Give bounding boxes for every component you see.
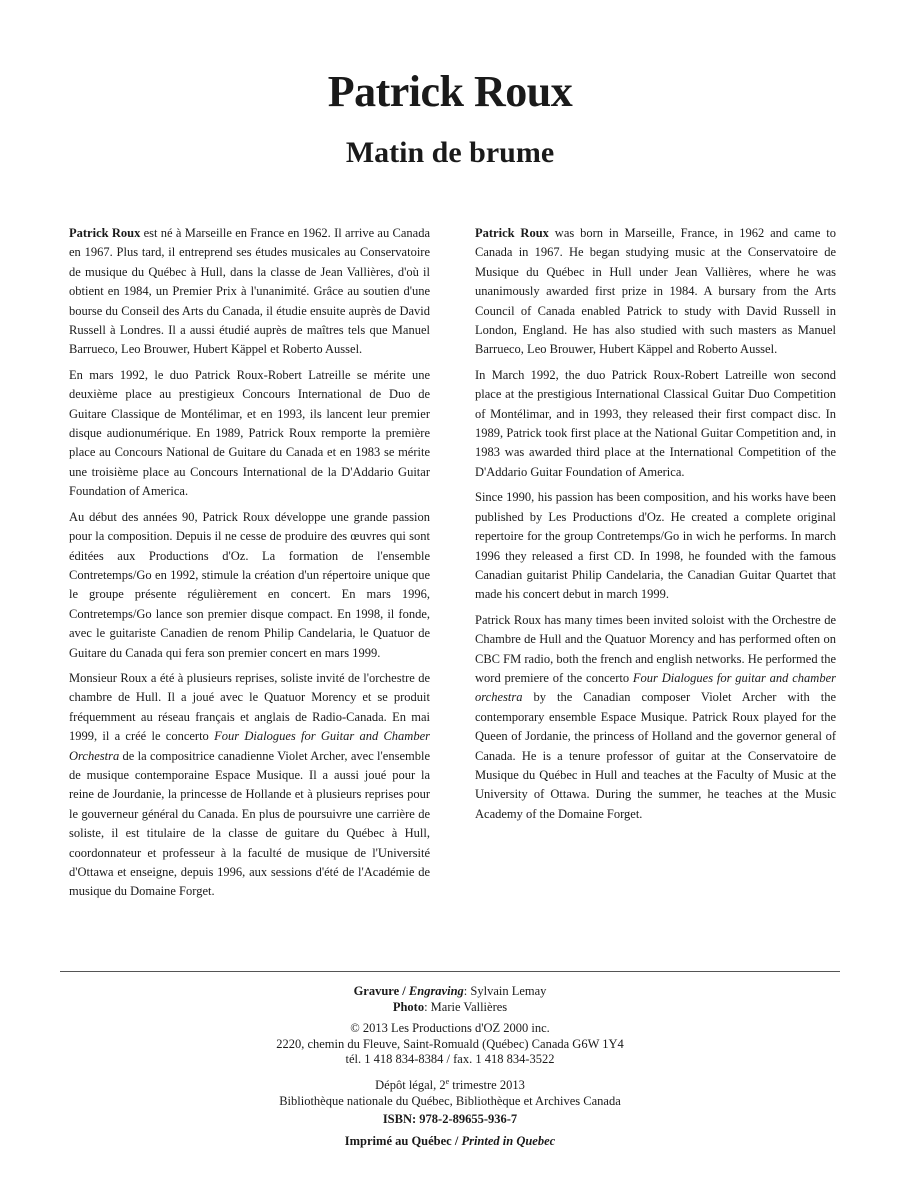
page-subtitle: Matin de brume [345,136,555,169]
engraving-value: : Sylvain Lemay [463,984,547,998]
french-paragraph-1-text: est né à Marseille en France en 1962. Il arrive au Canada en 1967. Plus tard, il entreprend ses études musicales au Conservatoire de musique du Québec à Hull, dans la classe de Jean Vallières, d'où il obtient en 1984, un Premier Prix à l'unanimité. Grâce au soutien d'une bourse du Conseil des Arts du Canada, il étudie ensuite auprès de David Russell à Londres. Il a aussi étudié auprès de maîtres tels que Manuel Barrueco, Leo Brouwer, Hubert Käppel et Roberto Aussel. [69,226,430,357]
english-paragraph-1 [475,224,836,360]
english-paragraph-2: In March 1992, the duo Patrick Roux-Robert Latreille won second place at the prestigious International Classical Guitar Duo Competition of Montélimar, and in 1993, they released their first compact disc. In 1989, Patrick took first place at the National Guitar Competition and, in 1983 was awarded third place at the International Competition of the D'Addario Guitar Foundation of America. [475,367,836,479]
french-paragraph-4-text-a: Monsieur Roux a été à plusieurs reprises, soliste invité de l'orchestre de chambre de Hull. Il a joué avec le Quatuor Morency et se produit fréquemment au réseau français et anglais de Radio-Canada. En mai 1999, il a créé le concerto [69,670,430,744]
english-paragraph-1-text: was born in Marseille, France, in 1962 and came to Canada in 1967. He began studying music at the Conservatoire de Musique du Québec in Hull under Jean Vallières, where he was unanimously awarded first prize in 1984. A bursary from the Arts Council of Canada enabled Patrick to study with David Russell in London, England. He has also studied with such masters as Manuel Barrueco, Leo Brouwer, Hubert Käppel and Roberto Aussel. [475,226,836,357]
library-deposit: Bibliothèque nationale du Québec, Bibliothèque et Archives Canada [279,1093,621,1108]
printed-fr: Imprimé au Québec [344,1133,452,1148]
engraving-label-fr: Gravure [353,984,400,998]
photo-label: Photo [392,999,425,1014]
concerto-title: Four Dialogues for Guitar and Chamber Orchestra [69,729,430,763]
publisher-phone: tél. 1 418 834-8384 / fax. 1 418 834-3522 [345,1052,555,1067]
french-paragraph-4 [69,669,430,902]
french-paragraph-3: Au début des années 90, Patrick Roux développe une grande passion pour la composition. Depuis il ne cesse de produire des œuvres qui sont éditées aux Productions d'Oz. La formation de l'ensemble Contretemps/Go en 1992, stimule la création d'un répertoire unique que le groupe présente régulièrement en concert. En mars 1996, Contretemps/Go lance son premier disque compact. En 1998, il fonde, avec le guitariste Canadien de renom Philip Candelaria, le Quatuor de Guitare du Canada qui fera son premier concert en mars 1999. [69,509,430,660]
colophon [0,984,900,1150]
publisher-address: 2220, chemin du Fleuve, Saint-Romuald (Québec) Canada G6W 1Y4 [276,1036,624,1051]
english-paragraph-4-text-a: Patrick Roux has many times been invited soloist with the Orchestre de Chambre de Hull and the Quatuor Morency and has performed often on CBC FM radio, both the french and english networks. He performed the word premiere of the concerto [475,612,836,685]
english-biography-column [475,224,836,830]
page-title: Patrick Roux [327,67,573,116]
printed-en: Printed in Quebec [461,1133,556,1148]
concerto-title: Four Dialogues for guitar and chamber orchestra [475,670,836,705]
engraving-label-en: Engraving [408,984,464,998]
legal-deposit: Dépôt légal, 2e trimestre 2013 [375,1076,525,1093]
composer-name: Patrick Roux [475,226,549,240]
english-paragraph-3: Since 1990, his passion has been composition, and his works have been published by Les Productions d'Oz. He created a complete original repertoire for the group Contretemps/Go in wich he performs. In march 1996 they released a first CD. In 1998, he founded with the famous Canadian guitarist Philip Candelaria, the Canadian Guitar Quartet that made his concert debut in march 1999. [475,490,836,602]
english-paragraph-4-text-b: by the Canadian composer Violet Archer with the contemporary ensemble Espace Musique. Patrick Roux played for the Queen of Jordanie, the princess of Holland and the governor general of Canada. He is a tenure professor of guitar at the Conservatoire de Musique du Québec in Hull and teaches at the Faculty of Music at the University of Ottawa. During the summer, he teaches at the Music Academy of the Domaine Forget. [475,690,836,821]
photo-value: : Marie Vallières [424,999,508,1014]
french-paragraph-4-text-b: de la compositrice canadienne Violet Archer, avec l'ensemble de musique contemporaine Espace Musique. Il a aussi joué pour la reine de Jourdanie, la princesse de Hollande et à plusieurs reprises pour le gouverneur général du Canada. En plus de poursuivre une carrière de soliste, il est titulaire de la classe de guitare du Québec à Hull, coordonnateur et professeur à la faculté de musique de l'Université d'Ottawa et enseigne, depuis 1996, aux sessions d'été de l'Académie de musique du Domaine Forget. [69,748,430,899]
french-biography-column [69,224,430,908]
isbn: ISBN: 978-2-89655-936-7 [382,1112,518,1127]
composer-name: Patrick Roux [69,226,141,240]
photo-credit [0,1000,900,1016]
engraving-separator: / [399,984,409,998]
printed-separator: / [451,1133,462,1148]
engraving-credit [0,984,900,1000]
copyright: © 2013 Les Productions d'OZ 2000 inc. [350,1021,550,1036]
printed-in [0,1134,900,1150]
french-paragraph-1 [69,224,430,360]
divider [60,971,840,972]
french-paragraph-2: En mars 1992, le duo Patrick Roux-Robert Latreille se mérite une deuxième place au prestigieux Concours International de Duo de Guitare Classique de Montélimar, et en 1993, ils lancent leur premier disque audionumérique. En 1989, Patrick Roux remporte la première place au Concours National de Guitare du Canada et en 1983 se mérite une troisième place au Concours International de la D'Addario Guitar Foundation of America. [69,367,430,499]
english-paragraph-4 [475,611,836,824]
